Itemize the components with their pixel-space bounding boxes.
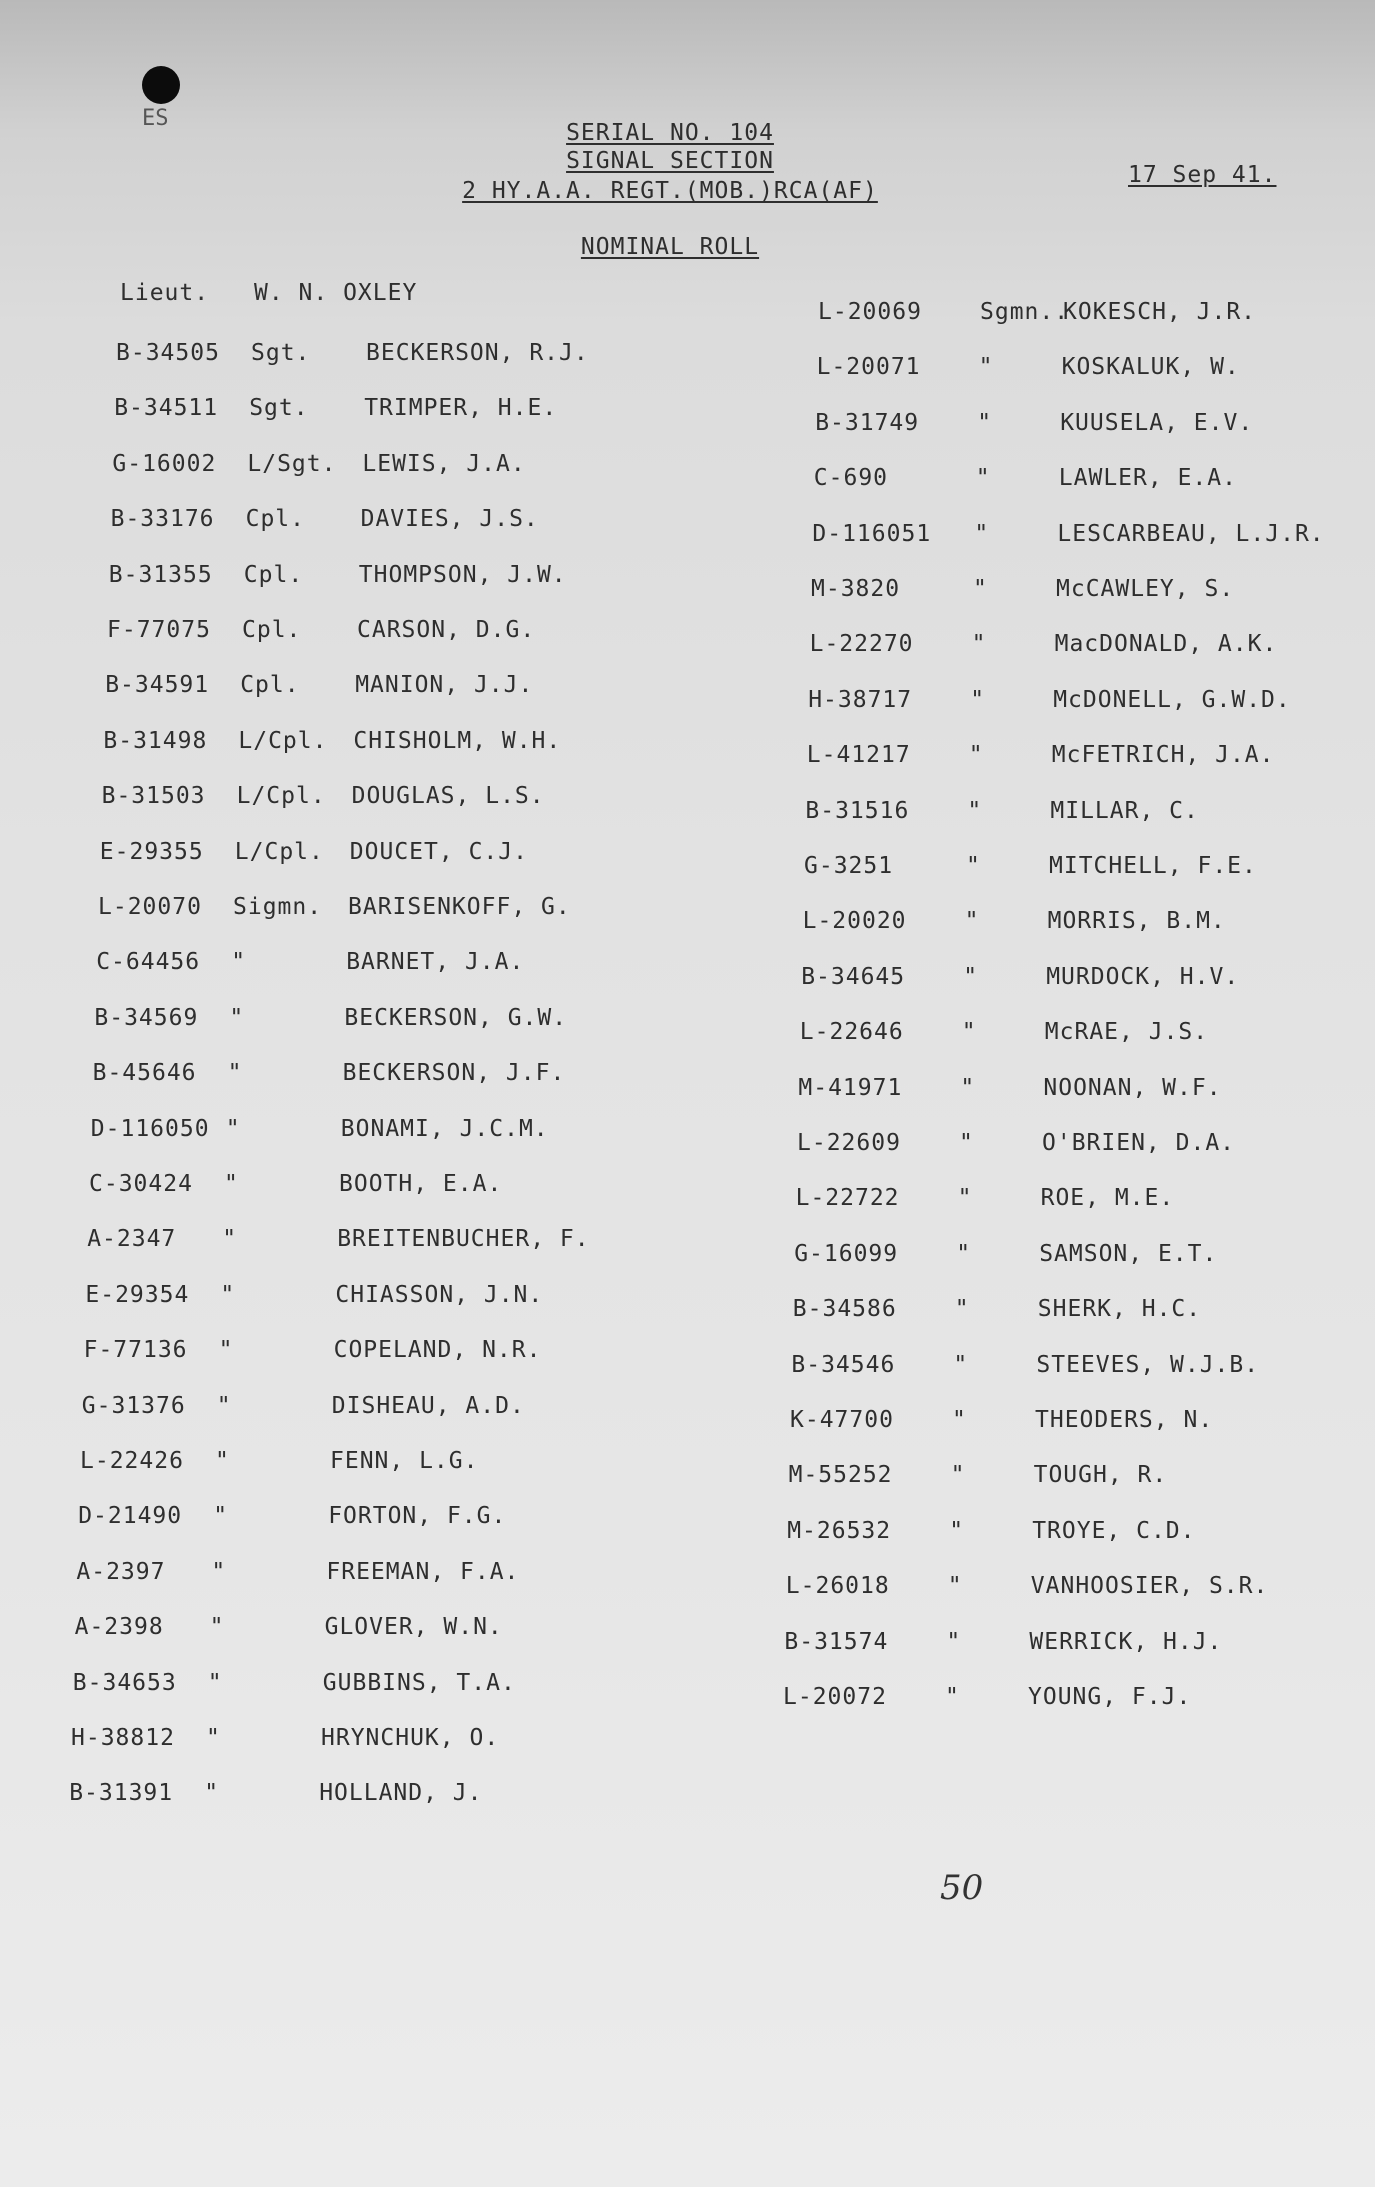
service-number: C-64456 — [96, 949, 201, 976]
service-number: H-38717 — [808, 686, 913, 713]
service-number: L-20071 — [816, 354, 921, 381]
service-number: G-16099 — [794, 1240, 899, 1267]
soldier-name: MITCHELL, F.E. — [1049, 853, 1257, 879]
rank: L/Cpl. — [238, 727, 328, 754]
rank: " — [956, 1240, 972, 1267]
soldier-name: WERRICK, H.J. — [1029, 1628, 1223, 1655]
rank: " — [225, 1115, 241, 1142]
soldier-name: DOUCET, C.J. — [349, 838, 528, 865]
rank: " — [231, 949, 247, 976]
soldier-name: FREEMAN, F.A. — [326, 1558, 520, 1585]
service-number: L-20069 — [818, 299, 922, 325]
soldier-name: TROYE, C.D. — [1032, 1517, 1196, 1544]
rank: Sgt. — [251, 340, 311, 366]
service-number: B-31503 — [101, 783, 206, 810]
soldier-name: VANHOOSIER, S.R. — [1030, 1573, 1269, 1600]
rank: " — [973, 576, 988, 602]
rank: " — [967, 797, 983, 824]
rank: " — [229, 1004, 245, 1031]
soldier-name: MURDOCK, H.V. — [1046, 963, 1240, 990]
service-number: B-34511 — [114, 395, 219, 422]
soldier-name: THEODERS, N. — [1035, 1407, 1214, 1433]
soldier-name: ROE, M.E. — [1040, 1185, 1175, 1212]
rank: Sgmn.. — [980, 299, 1070, 325]
soldier-name: BOOTH, E.A. — [339, 1171, 503, 1197]
officer-name: W. N. OXLEY — [254, 280, 418, 306]
soldier-name: STEEVES, W.J.B. — [1036, 1351, 1260, 1378]
rank: Sgt. — [249, 395, 309, 422]
soldier-name: MacDONALD, A.K. — [1054, 631, 1278, 658]
service-number: B-31749 — [815, 409, 920, 436]
soldier-name: CHISHOLM, W.H. — [353, 727, 562, 754]
rank: " — [207, 1669, 223, 1696]
service-number: A-2397 — [76, 1558, 166, 1585]
soldier-name: GUBBINS, T.A. — [322, 1669, 516, 1696]
rank: " — [957, 1185, 973, 1212]
rank: Cpl. — [243, 561, 304, 588]
soldier-name: DAVIES, J.S. — [360, 506, 539, 533]
service-number: L-22609 — [797, 1130, 901, 1156]
rank: " — [971, 631, 987, 658]
soldier-name: LEWIS, J.A. — [362, 450, 526, 477]
rank: " — [964, 908, 980, 935]
service-number: C-690 — [813, 465, 889, 492]
rank: " — [978, 354, 994, 381]
soldier-name: KOKESCH, J.R. — [1063, 299, 1257, 325]
service-number: B-31355 — [108, 561, 213, 588]
officer-rank: Lieut. — [120, 280, 210, 306]
service-number: L-22426 — [80, 1448, 184, 1474]
rank: " — [975, 465, 991, 492]
soldier-name: HOLLAND, J. — [319, 1780, 483, 1807]
soldier-name: McRAE, J.S. — [1044, 1019, 1209, 1046]
soldier-name: SAMSON, E.T. — [1039, 1240, 1218, 1267]
service-number: D-116050 — [90, 1115, 210, 1142]
service-number: B-34653 — [72, 1669, 177, 1696]
service-number: M-3820 — [811, 576, 901, 602]
rank: " — [966, 853, 981, 879]
service-number: G-3251 — [804, 853, 894, 879]
service-number: M-26532 — [787, 1517, 892, 1544]
service-number: A-2347 — [87, 1226, 177, 1253]
service-number: L-20070 — [98, 894, 202, 920]
service-number: B-34569 — [94, 1004, 199, 1031]
rank: L/Sgt. — [247, 450, 337, 477]
service-number: B-45646 — [92, 1060, 197, 1087]
soldier-name: CHIASSON, J.N. — [335, 1281, 544, 1308]
rank: " — [206, 1725, 221, 1751]
service-number: E-29354 — [85, 1281, 190, 1308]
service-number: L-22270 — [809, 631, 914, 658]
rank: " — [953, 1351, 969, 1378]
rank: " — [968, 742, 984, 769]
service-number: F-77075 — [107, 617, 211, 643]
soldier-name: BARISENKOFF, G. — [348, 894, 571, 920]
service-number: C-30424 — [89, 1171, 193, 1197]
rank: Cpl. — [245, 506, 305, 533]
service-number: L-22722 — [795, 1185, 900, 1212]
rank: " — [954, 1296, 970, 1323]
service-number: L-20072 — [783, 1684, 887, 1710]
serial-number: SERIAL NO. 104 — [566, 120, 774, 146]
rank: " — [204, 1780, 220, 1807]
rank: " — [960, 1074, 976, 1101]
rank: " — [961, 1019, 977, 1046]
soldier-name: O'BRIEN, D.A. — [1042, 1130, 1236, 1156]
rank: " — [222, 1226, 238, 1253]
soldier-name: FORTON, F.G. — [328, 1503, 507, 1530]
officer-entry — [120, 280, 417, 306]
service-number: B-34591 — [105, 672, 210, 699]
rank: " — [213, 1503, 229, 1530]
folio-number: 50 — [940, 1868, 984, 1908]
soldier-name: FENN, L.G. — [330, 1448, 479, 1474]
rank: " — [949, 1517, 965, 1544]
service-number: L-20020 — [802, 908, 907, 935]
soldier-name: KUUSELA, E.V. — [1060, 409, 1254, 436]
rank: " — [947, 1573, 963, 1600]
rank: L/Cpl. — [234, 838, 324, 865]
service-number: B-34645 — [801, 963, 906, 990]
soldier-name: LESCARBEAU, L.J.R. — [1057, 520, 1325, 547]
service-number: B-34586 — [792, 1296, 897, 1323]
rank: " — [963, 963, 979, 990]
service-number: H-38812 — [71, 1725, 175, 1751]
soldier-name: KOSKALUK, W. — [1061, 354, 1240, 381]
rank: " — [209, 1614, 225, 1641]
soldier-name: BREITENBUCHER, F. — [337, 1226, 590, 1253]
service-number: B-31391 — [69, 1780, 174, 1807]
soldier-name: McFETRICH, J.A. — [1051, 742, 1275, 769]
soldier-name: MILLAR, C. — [1050, 797, 1199, 824]
soldier-name: DISHEAU, A.D. — [331, 1392, 525, 1419]
soldier-name: BECKERSON, G.W. — [344, 1004, 568, 1031]
soldier-name: COPELAND, N.R. — [333, 1337, 542, 1364]
rank: Sigmn. — [233, 894, 323, 920]
rank: " — [945, 1684, 960, 1710]
section-name: SIGNAL SECTION — [566, 148, 774, 174]
rank: " — [974, 520, 990, 547]
rank: " — [216, 1392, 232, 1419]
service-number: G-31376 — [81, 1392, 186, 1419]
soldier-name: THOMPSON, J.W. — [358, 561, 567, 588]
service-number: L-22646 — [799, 1019, 904, 1046]
service-number: D-116051 — [812, 520, 932, 547]
soldier-name: TRIMPER, H.E. — [364, 395, 558, 422]
service-number: L-41217 — [806, 742, 911, 769]
soldier-name: BECKERSON, R.J. — [366, 340, 589, 366]
soldier-name: McDONELL, G.W.D. — [1053, 686, 1291, 713]
corner-initials: ES — [142, 106, 169, 131]
service-number: M-55252 — [788, 1462, 893, 1489]
soldier-name: TOUGH, R. — [1033, 1462, 1168, 1489]
service-number: M-41971 — [798, 1074, 903, 1101]
rank: Cpl. — [240, 672, 300, 699]
rank: " — [224, 1171, 239, 1197]
unit-name: 2 HY.A.A. REGT.(MOB.)RCA(AF) — [462, 178, 878, 204]
soldier-name: NOONAN, W.F. — [1043, 1074, 1222, 1101]
rank: " — [215, 1448, 230, 1474]
soldier-name: BECKERSON, J.F. — [342, 1060, 566, 1087]
service-number: D-21490 — [78, 1503, 183, 1530]
punch-hole — [142, 66, 180, 104]
soldier-name: YOUNG, F.J. — [1028, 1684, 1192, 1710]
service-number: B-31516 — [805, 797, 910, 824]
service-number: B-31498 — [103, 727, 208, 754]
rank: " — [227, 1060, 243, 1087]
service-number: E-29355 — [99, 838, 204, 865]
rank: " — [970, 686, 986, 713]
soldier-name: McCAWLEY, S. — [1056, 576, 1235, 602]
soldier-name: LAWLER, E.A. — [1058, 465, 1237, 492]
rank: " — [211, 1558, 227, 1585]
soldier-name: HRYNCHUK, O. — [321, 1725, 500, 1751]
rank: " — [977, 409, 993, 436]
service-number: B-34505 — [116, 340, 220, 366]
soldier-name: SHERK, H.C. — [1037, 1296, 1202, 1323]
service-number: G-16002 — [112, 450, 217, 477]
service-number: B-34546 — [791, 1351, 896, 1378]
rank: Cpl. — [242, 617, 302, 643]
soldier-name: MANION, J.J. — [355, 672, 534, 699]
rank: " — [952, 1407, 967, 1433]
service-number: A-2398 — [74, 1614, 164, 1641]
soldier-name: GLOVER, W.N. — [324, 1614, 503, 1641]
rank: " — [218, 1337, 234, 1364]
service-number: K-47700 — [790, 1407, 894, 1433]
rank: " — [959, 1130, 974, 1156]
soldier-name: MORRIS, B.M. — [1047, 908, 1226, 935]
rank: " — [946, 1628, 962, 1655]
soldier-name: DOUGLAS, L.S. — [351, 783, 545, 810]
soldier-name: BARNET, J.A. — [346, 949, 525, 976]
rank: L/Cpl. — [236, 783, 326, 810]
service-number: B-31574 — [784, 1628, 889, 1655]
soldier-name: BONAMI, J.C.M. — [340, 1115, 549, 1142]
document-title: NOMINAL ROLL — [580, 234, 760, 260]
rank: " — [220, 1281, 236, 1308]
rank: " — [950, 1462, 966, 1489]
document-date: 17 Sep 41. — [1128, 162, 1277, 188]
service-number: B-33176 — [110, 506, 215, 533]
soldier-name: CARSON, D.G. — [357, 617, 536, 643]
service-number: L-26018 — [785, 1573, 890, 1600]
service-number: F-77136 — [83, 1337, 188, 1364]
